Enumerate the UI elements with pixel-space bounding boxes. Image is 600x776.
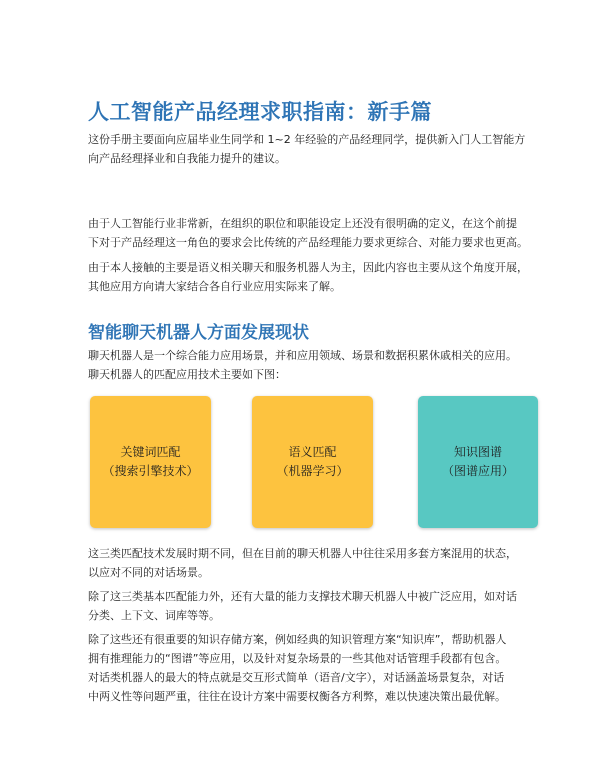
extra-paragraph [88, 587, 528, 625]
knowledge-line: 除了这些还有很重要的知识存储方案，例如经典的知识管理方案“知识库”，帮助机器人 [88, 633, 507, 646]
industry-paragraph [88, 214, 528, 252]
industry-line: 由于人工智能行业非常新，在组织的职位和职能设定上还没有很明确的定义，在这个前提 [88, 217, 517, 230]
section-intro-line: 聊天机器人的匹配应用技术主要如下图： [88, 368, 286, 381]
card-keyword-matching [90, 396, 211, 528]
knowledge-paragraph [88, 630, 528, 706]
card-knowledge-graph [418, 396, 538, 528]
intro-line: 向产品经理择业和自我能力提升的建议。 [88, 152, 286, 165]
knowledge-line: 对话类机器人的最大的特点就是交互形式简单（语音/文字），对话涵盖场景复杂，对话 [88, 671, 505, 684]
card-semantic-matching [252, 396, 373, 528]
scope-line: 由于本人接触的主要是语义相关聊天和服务机器人为主，因此内容也主要从这个角度开展， [88, 261, 528, 274]
extra-line: 除了这三类基本匹配能力外，还有大量的能力支撑技术聊天机器人中被广泛应用，如对话 [88, 590, 517, 603]
mixed-line: 以应对不同的对话场景。 [88, 566, 209, 579]
section-heading: 智能聊天机器人方面发展现状 [88, 323, 309, 343]
industry-line: 下对于产品经理这一角色的要求会比传统的产品经理能力要求更综合、对能力要求也更高。 [88, 236, 528, 249]
card-subtitle: （机器学习） [276, 464, 349, 478]
knowledge-line: 拥有推理能力的“图谱”等应用，以及针对复杂场景的一些其他对话管理手段都有包含。 [88, 652, 507, 665]
document-title: 人工智能产品经理求职指南：新手篇 [88, 100, 432, 124]
intro-line: 这份手册主要面向应届毕业生同学和 1~2 年经验的产品经理同学，提供新入门人工智能方 [88, 133, 526, 146]
section-intro-paragraph [88, 346, 528, 384]
mixed-line: 这三类匹配技术发展时期不同，但在目前的聊天机器人中往往采用多套方案混用的状态， [88, 547, 517, 560]
card-title: 关键词匹配 [120, 445, 181, 459]
extra-line: 分类、上下文、词库等等。 [88, 609, 220, 622]
scope-paragraph [88, 258, 528, 296]
card-title: 语义匹配 [288, 445, 337, 459]
intro-paragraph [88, 130, 528, 168]
card-title: 知识图谱 [453, 445, 502, 459]
section-intro-line: 聊天机器人是一个综合能力应用场景，并和应用领域、场景和数据积累休戚相关的应用。 [88, 349, 517, 362]
scope-line: 其他应用方向请大家结合各自行业应用实际来了解。 [88, 280, 341, 293]
knowledge-line: 中两义性等问题严重，往往在设计方案中需要权衡各方利弊，难以快速决策出最优解。 [88, 690, 506, 703]
card-subtitle: （搜索引擎技术） [102, 464, 199, 478]
card-subtitle: （图谱应用） [441, 464, 514, 478]
mixed-paragraph [88, 544, 528, 582]
